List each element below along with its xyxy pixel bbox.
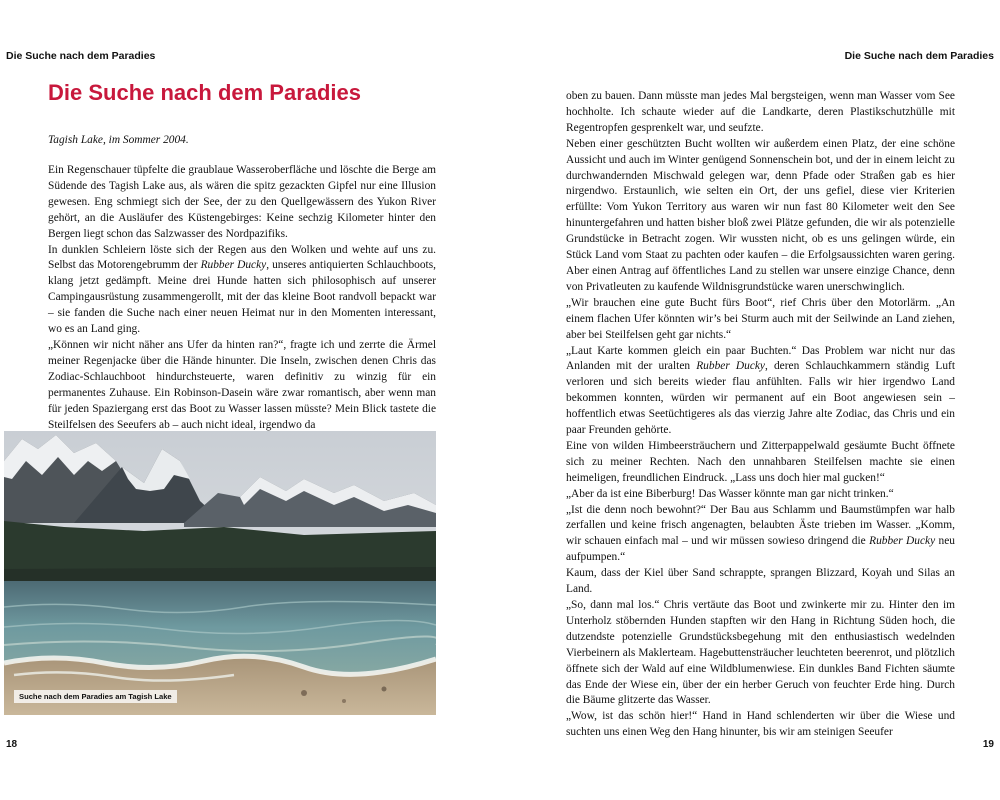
text-run: „Laut Karte kommen gleich ein paar Buchten.“ Das Problem war nicht nur das Anlanden mit der uralten [566, 344, 955, 373]
shoreline [4, 567, 436, 581]
body-paragraph [48, 163, 436, 243]
body-paragraph [566, 89, 955, 137]
body-paragraph [566, 566, 955, 598]
body-paragraph [566, 344, 955, 439]
page-number-right: 19 [982, 739, 994, 750]
chapter-title: Die Suche nach dem Paradies [48, 80, 362, 105]
body-paragraph [566, 137, 955, 296]
text-run: In dunklen Schleiern löste sich der Regen aus den Wolken und wehte auf uns zu. Selbst das Motorengebrumm der [48, 243, 436, 272]
body-paragraph [566, 296, 955, 344]
italic-run: Rubber Ducky [200, 259, 267, 272]
text-run: „Ist die denn noch bewohnt?“ Der Bau aus Schlamm und Baumstümpfen war halb zerfallen und keine frisch angenagten, belaubten Äste trieben im Wasser. „Komm, wir schauen einfach mal – und wir müssen sowieso dringend die [566, 503, 955, 548]
text-run: neu aufpumpen.“ [566, 535, 956, 564]
running-head-left: Die Suche nach dem Paradies [6, 50, 156, 62]
text-run: oben zu bauen. Dann müsste man jedes Mal bergsteigen, wenn man Wasser vom See hochholte. Ich schaute wieder auf die Landkarte, deren Plastikschutzhülle mit Regentropfen gesprenkelt war, und seufzte. [566, 90, 955, 134]
text-run: „Aber da ist eine Biberburg! Das Wasser könnte man gar nicht trinken.“ [566, 487, 894, 500]
body-paragraph [566, 439, 955, 487]
body-paragraph [566, 487, 955, 503]
body-paragraph [566, 503, 955, 567]
body-paragraph [48, 243, 436, 338]
text-run: , unseres antiquierten Schlauchboots, klang jetzt gedämpft. Meine drei Hunde hatten sich philosophisch auf unserer Campingausrüstung zusammengerollt, mit der das kleine Boot randvoll bepackt war – sie fanden die Suche nach einer neuen Heimat nur in den Momenten interessant, wo es an Land ging. [48, 259, 436, 336]
page-number-left: 18 [6, 739, 18, 750]
italic-run: Rubber Ducky [696, 360, 765, 373]
text-run: „Wir brauchen eine gute Bucht fürs Boot“, rief Chris über den Motorlärm. „An einem flachen Ufer könnten wir’s bei Sturm auch mit der Seilwinde an Land ziehen, aber bei Steilfelsen geht gar nichts.“ [566, 296, 955, 341]
lake-mountain-image [4, 431, 436, 715]
left-body-text [48, 163, 436, 433]
pebble [301, 690, 307, 696]
pebble [382, 687, 387, 692]
text-run: Ein Regenschauer tüpfelte die graublaue Wasseroberfläche und löschte die Berge am Südende des Tagish Lake aus, als wären die spitz gezackten Gipfel nur eine Illusion gewesen. Eng schmiegt sich der See, der zu den Quellgewässern des Yukon River gehört, an die Ausläufer des Küstengebirges: Keine sechzig Kilometer hinter den Bergen liegt schon das Salzwasser des Nordpazifiks. [48, 164, 436, 240]
text-run: Neben einer geschützten Bucht wollten wir außerdem einen Platz, der eine schöne Aussicht und auch im Winter genügend Sonnenschein bot, und der in einem leicht zu durchwandernden Mischwald gelegen war, denn Pfade oder Straßen gab es hier nirgendwo. Erstaunlich, wie selten ein Ort, der uns gefiel, diese vier Kriterien erfüllte: Vom Yukon Territory aus waren wir nun fast 80 Kilometer weit den See hinuntergefahren und hatten bisher bloß zwei Plätze gefunden, die wir als potenzielle Grundstücke in Betracht zogen. Wir wussten nicht, ob es uns gelingen würde, ein Stück Land vom Staat zu pachten oder kaufen – die Erfolgsaussichten waren gering. Aber einen Antrag auf öffentliches Land zu stellen war unsere einzige Chance, denn von Privatleuten zu kaufende Wildnisgrundstücke waren unerschwinglich. [566, 137, 955, 293]
pebble [342, 699, 346, 703]
italic-run: Rubber Ducky [869, 535, 936, 548]
photo-caption: Suche nach dem Paradies am Tagish Lake [14, 690, 177, 703]
text-run: Kaum, dass der Kiel über Sand schrappte, sprangen Blizzard, Koyah und Silas an Land. [566, 567, 955, 596]
text-run: , deren Schlauchkammern ständig Luft verloren und sich bereits wieder flau anfühlten. Falls wir hier irgendwo Land bekommen konnten, würden wir permanent auf ein Boot angewiesen sein – hoffentlich etwas Seetüchtigeres als das vierzig Jahre alte Zodiac, das Chris und ein paar Freunden gehörte. [566, 360, 955, 437]
text-run: Eine von wilden Himbeersträuchern und Zitterpappelwald gesäumte Bucht öffnete sich zu meiner Rechten. Nach den unnahbaren Steilfelsen machte sie einen heimeligen, freundlichen Eindruck. „Lass uns doch hier mal gucken!“ [566, 439, 955, 484]
text-run: „So, dann mal los.“ Chris vertäute das Boot und zwinkerte mir zu. Hinter den im Unterholz stöbernden Hunden stapften wir den Hang in Richtung Süden hoch, die dutzendste potenzielle Grundstücksbegehung mit den enthusiastisch wedelnden Vierbeinern als Maklerteam. Hagebuttensträucher leuchteten beerenrot, und plötzlich öffnete sich der Wald auf eine Wildblumenwiese. Ein dunkles Band Fichten säumte das Ende der Wiese ein, über der ein herber Geruch von feuchter Erde hing. Durch die Bäume glitzerte das Wasser. [566, 599, 955, 707]
right-body-text [566, 89, 955, 741]
body-paragraph [48, 338, 436, 433]
right-page [500, 0, 1000, 800]
chapter-subtitle: Tagish Lake, im Sommer 2004. [48, 134, 189, 146]
body-paragraph [566, 598, 955, 709]
text-run: „Können wir nicht näher ans Ufer da hinten ran?“, fragte ich und zerrte die Ärmel meiner Regenjacke über die Hände hinunter. Die Inseln, zwischen denen Chris das Zodiac-Schlauchboot hindurchsteuerte, waren definitiv zu winzig für ein permanentes Zuhause. Ein Robinson-Dasein wäre zwar romantisch, aber wenn man für jeden Spaziergang erst das Boot zu Wasser lassen müsste? Mein Blick tastete die Steilfelsen des Seeufers ab – auch nicht ideal, irgendwo da [48, 338, 436, 431]
text-run: „Wow, ist das schön hier!“ Hand in Hand schlenderten wir über die Wiese und suchten uns einen Weg den Hang hinunter, bis wir am steinigen Seeufer [566, 710, 955, 739]
body-paragraph [566, 709, 955, 741]
lake-photo [4, 431, 436, 715]
running-head-right: Die Suche nach dem Paradies [844, 50, 994, 62]
